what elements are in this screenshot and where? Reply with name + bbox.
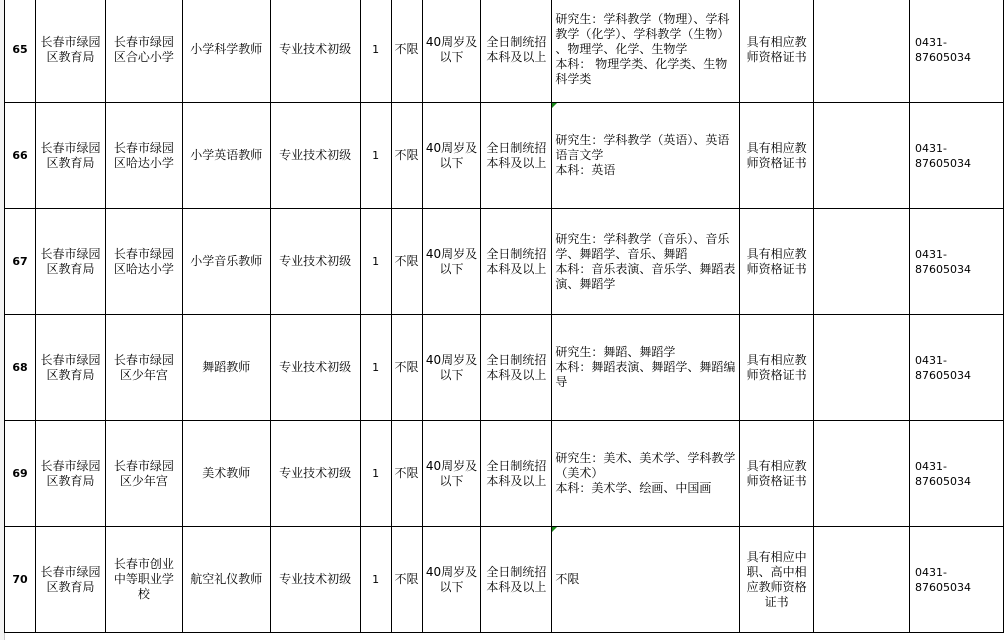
major-cell [552,315,740,421]
certificate-cell: 具有相应教师资格证书 [740,0,814,103]
gender-cell: 不限 [391,209,422,315]
position-cell: 舞蹈教师 [182,315,270,421]
major-line: 教学（化学）、学科教学（生物） [555,27,730,41]
table-row [5,421,1004,527]
education-cell: 全日制统招本科及以上 [481,421,552,527]
certificate-cell: 具有相应教师资格证书 [740,103,814,209]
certificate-cell: 具有相应教师资格证书 [740,209,814,315]
department-cell: 长春市绿园区教育局 [35,315,105,421]
major-line: 不限 [555,572,580,586]
major-line: 研究生：学科教学（音乐）、音乐 [555,231,730,246]
comment-marker-icon [552,103,557,108]
employer-cell: 长春市绿园区少年宫 [105,421,182,527]
age-cell: 40周岁及以下 [422,527,481,633]
certificate-cell: 具有相应教师资格证书 [740,421,814,527]
positions-table [4,0,1004,633]
major-cell [552,527,740,633]
department-cell: 长春市绿园区教育局 [35,527,105,633]
major-line: 语言文学 [555,148,604,162]
major-line: 本科： 物理学类、化学类、生物 [555,57,728,71]
major-line: 研究生：美术、美术学、学科教学 [555,451,736,465]
department-cell: 长春市绿园区教育局 [35,209,105,315]
position-cell: 小学英语教师 [182,103,270,209]
age-cell: 40周岁及以下 [422,421,481,527]
seq-cell: 70 [5,527,36,633]
level-cell: 专业技术初级 [270,209,360,315]
employer-cell: 长春市绿园区少年宫 [105,315,182,421]
gender-cell: 不限 [391,527,422,633]
certificate-cell: 具有相应教师资格证书 [740,315,814,421]
seq-cell: 65 [5,0,36,103]
phone-cell: 0431-87605034 [909,0,1003,103]
employer-cell: 长春市绿园区哈达小学 [105,209,182,315]
education-cell: 全日制统招本科及以上 [481,103,552,209]
major-line: 、物理学、化学、生物学 [555,42,688,56]
gender-cell: 不限 [391,0,422,103]
headcount-cell: 1 [360,103,391,209]
seq-cell: 67 [5,209,36,315]
major-line: 学、舞蹈学、音乐、舞蹈 [555,246,688,261]
table-row [5,527,1004,633]
department-cell: 长春市绿园区教育局 [35,421,105,527]
major-line: 本科：美术学、绘画、中国画 [555,481,712,495]
position-cell: 航空礼仪教师 [182,527,270,633]
gender-cell: 不限 [391,421,422,527]
education-cell: 全日制统招本科及以上 [481,527,552,633]
position-cell: 小学音乐教师 [182,209,270,315]
major-cell [552,421,740,527]
education-cell: 全日制统招本科及以上 [481,315,552,421]
table-row [5,315,1004,421]
position-cell: 美术教师 [182,421,270,527]
education-cell: 全日制统招本科及以上 [481,209,552,315]
table-row [5,209,1004,315]
major-line: 演、舞蹈学 [555,276,616,291]
position-cell: 小学科学教师 [182,0,270,103]
table-row [5,0,1004,103]
blank-cell [814,0,910,103]
certificate-cell: 具有相应中职、高中相应教师资格证书 [740,527,814,633]
gender-cell: 不限 [391,315,422,421]
phone-cell: 0431-87605034 [909,209,1003,315]
major-line: 导 [555,375,568,389]
major-line: 本科：舞蹈表演、舞蹈学、舞蹈编 [555,360,736,374]
level-cell: 专业技术初级 [270,0,360,103]
major-line: 本科：英语 [555,163,616,177]
employer-cell: 长春市绿园区哈达小学 [105,103,182,209]
phone-cell: 0431-87605034 [909,421,1003,527]
phone-cell: 0431-87605034 [909,527,1003,633]
blank-cell [814,315,910,421]
headcount-cell: 1 [360,527,391,633]
headcount-cell: 1 [360,315,391,421]
level-cell: 专业技术初级 [270,421,360,527]
phone-cell: 0431-87605034 [909,315,1003,421]
age-cell: 40周岁及以下 [422,315,481,421]
headcount-cell: 1 [360,209,391,315]
phone-cell: 0431-87605034 [909,103,1003,209]
age-cell: 40周岁及以下 [422,0,481,103]
major-line: （美术） [555,466,604,480]
department-cell: 长春市绿园区教育局 [35,0,105,103]
headcount-cell: 1 [360,421,391,527]
level-cell: 专业技术初级 [270,527,360,633]
major-line: 研究生：舞蹈、舞蹈学 [555,345,676,359]
major-cell [552,0,740,103]
headcount-cell: 1 [360,0,391,103]
major-cell [552,103,740,209]
blank-cell [814,527,910,633]
major-line: 本科：音乐表演、音乐学、舞蹈表 [555,261,736,276]
employer-cell: 长春市绿园区合心小学 [105,0,182,103]
major-line: 研究生：学科教学（物理）、学科 [555,12,730,26]
age-cell: 40周岁及以下 [422,209,481,315]
blank-cell [814,421,910,527]
level-cell: 专业技术初级 [270,103,360,209]
blank-cell [814,209,910,315]
blank-cell [814,103,910,209]
gender-cell: 不限 [391,103,422,209]
education-cell: 全日制统招本科及以上 [481,0,552,103]
seq-cell: 66 [5,103,36,209]
major-line: 研究生：学科教学（英语）、英语 [555,133,730,147]
seq-cell: 68 [5,315,36,421]
table-row [5,103,1004,209]
comment-marker-icon [552,527,557,532]
major-line: 科学类 [555,72,592,86]
level-cell: 专业技术初级 [270,315,360,421]
employer-cell: 长春市创业中等职业学校 [105,527,182,633]
major-cell [552,209,740,315]
age-cell: 40周岁及以下 [422,103,481,209]
department-cell: 长春市绿园区教育局 [35,103,105,209]
seq-cell: 69 [5,421,36,527]
